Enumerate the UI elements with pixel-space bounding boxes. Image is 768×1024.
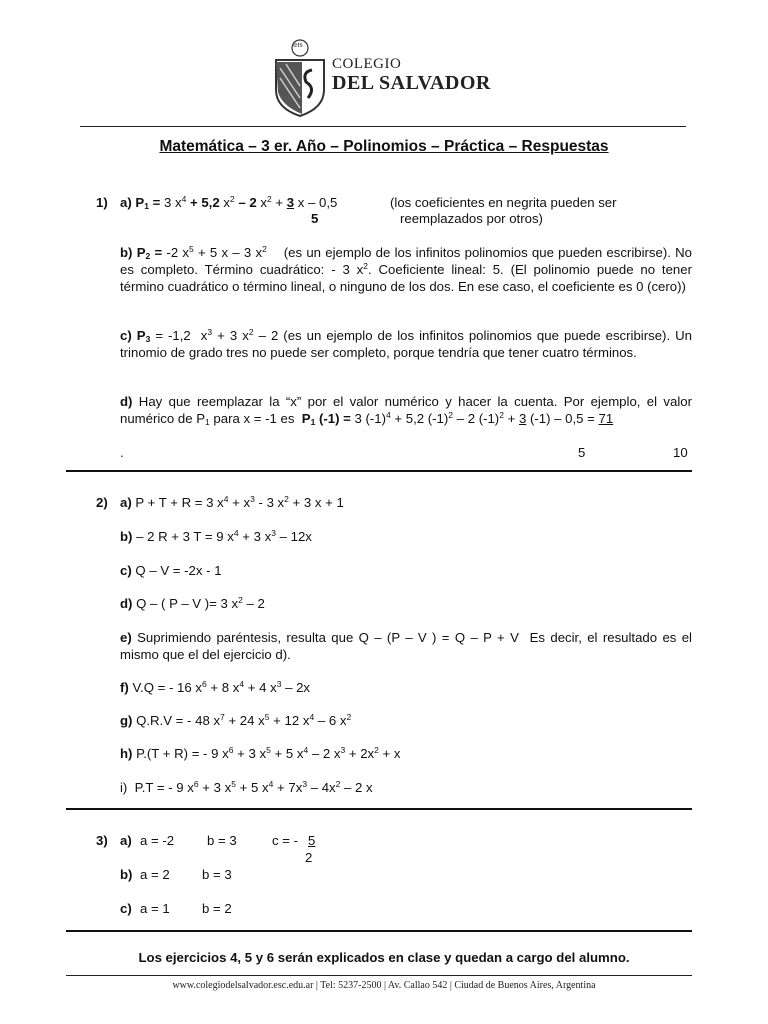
exercise-1-number: 1)	[96, 195, 108, 210]
ex1-c-answer: c) $P_3 = -1,2$ $x^3 + 3$ $x^2 - 2$ (es un ejemplo de los infinitos polinomios que puede escribirse). Un trinomio de grado tres no puede ser completo, porque tendría que tener cuatro términos.	[120, 327, 692, 360]
ex2-c-answer: c) Q – V = -2x - 1	[120, 563, 222, 578]
ex3-c-value-b: b = 2	[202, 901, 232, 916]
ex2-f-answer: f) V.Q = - 16 $x^6 + 8$ $x^4 + 4$ $x^3 - 2x$	[120, 679, 311, 695]
ex3-a-value-c-denominator: 2	[305, 850, 313, 865]
section-divider-1	[66, 470, 692, 472]
ex2-h-answer: h) P.(T + R) = - 9 $x^6 + 3$ $x^5 + 5$ $x^4 - 2$ $x^3 + 2x^2 + x$	[120, 745, 401, 761]
closing-note: Los ejercicios 4, 5 y 6 serán explicados en clase y quedan a cargo del alumno.	[138, 950, 630, 965]
ex3-a-value-c-prefix: c = -	[272, 833, 299, 848]
ex1-d-dot: .	[120, 445, 124, 460]
ex1-d-answer: d) Hay que reemplazar la “x” por el valor numérico y hacer la cuenta. Por ejemplo, el valor numérico de $P_1$ para x = -1 es $P_1$ (-1) = 3 $(-1)^4 + 5,2$ $(-1)^2 - 2$ $(-1)^2 + 3$ (-1) – 0,5 = 71	[120, 394, 692, 427]
seal-text: IHS	[293, 43, 303, 49]
footer-divider	[66, 975, 692, 976]
header-divider	[80, 126, 686, 127]
ex3-a-label: a)	[120, 833, 132, 848]
ex3-a-value-b: b = 3	[207, 833, 237, 848]
section-divider-3	[66, 930, 692, 932]
ex3-c-value-a: a = 1	[140, 901, 170, 916]
ex1-d-denominator-5: 5	[578, 445, 586, 460]
ex2-b-answer: b) – 2 R + 3 T = 9 $x^4 + 3$ $x^3 - 12x$	[120, 528, 312, 544]
school-name-line2: DEL SALVADOR	[332, 72, 491, 94]
ex3-b-label: b)	[120, 867, 133, 882]
ex2-g-answer: g) Q.R.V = - 48 $x^7 + 24$ $x^5 + 12$ $x^4 - 6$ $x^2$	[120, 712, 352, 728]
section-divider-2	[66, 808, 692, 810]
ex1-a-denominator: 5	[311, 211, 319, 226]
ex1-b-answer: b) $P_2 = -2$ $x^5 + 5$ x – 3 $x^2$ (es un ejemplo de los infinitos polinomios que pueden escribirse). No es completo. Término cuadrático: - 3 $x^2$. Coeficiente lineal: 5. (El polinomio puede no tener término cuadrático o término lineal, o ninguno de los dos. En ese caso, el coeficiente es 0 (cero))	[120, 244, 692, 294]
ex1-a-note-line1: (los coeficientes en negrita pueden ser	[390, 195, 617, 210]
ex3-b-value-a: a = 2	[140, 867, 170, 882]
ex1-a-note-line2: reemplazados por otros)	[400, 211, 543, 226]
ex1-d-denominator-10: 10	[673, 445, 688, 460]
ex1-a-answer: a) $P_1 = 3$ $x^4 + 5,2$ $x^2 - 2$ $x^2 + 3$ x – 0,5	[120, 194, 338, 211]
ex2-e-answer: e) Suprimiendo paréntesis, resulta que Q – (P – V ) = Q – P + V Es decir, el resultado es el mismo que el del ejercicio d).	[120, 630, 692, 662]
ex3-a-value-c-numerator: 5	[308, 833, 316, 848]
exercise-3-number: 3)	[96, 833, 108, 848]
school-name-line1: COLEGIO	[332, 56, 402, 72]
ex3-c-label: c)	[120, 901, 132, 916]
exercise-2-number: 2)	[96, 495, 108, 510]
ex3-b-value-b: b = 3	[202, 867, 232, 882]
ex3-a-value-a: a = -2	[140, 833, 175, 848]
ex2-i-answer: i) P.T = - 9 $x^6 + 3$ $x^5 + 5$ $x^4 + 7x^3 - 4x^2 - 2$ x	[120, 779, 373, 795]
footer-contact: www.colegiodelsalvador.esc.edu.ar | Tel: 5237-2500 | Av. Callao 542 | Ciudad de Buenos Aires, Argentina	[172, 980, 596, 991]
ex2-a-answer: a) P + T + R = 3 $x^4 + x^3 - 3$ $x^2 + 3$ x + 1	[120, 494, 344, 510]
school-shield-icon	[272, 38, 328, 118]
page-title: Matemática – 3 er. Año – Polinomios – Práctica – Respuestas	[159, 138, 609, 155]
ex2-d-answer: d) Q – ( P – V )= 3 $x^2 - 2$	[120, 595, 265, 611]
